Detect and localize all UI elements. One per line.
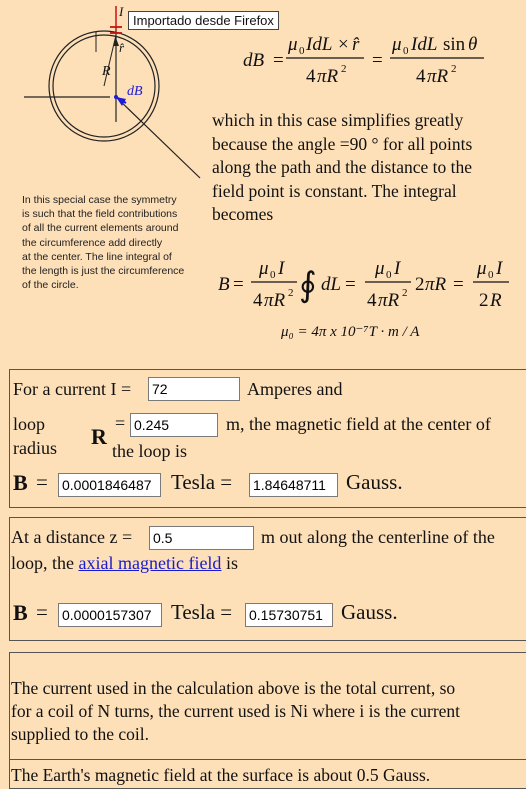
svg-text:=: = [233, 274, 244, 295]
db-label: dB [127, 84, 143, 99]
svg-text:=: = [372, 50, 383, 71]
radius-equals: = [115, 413, 126, 433]
explanation-line: along the path and the distance to the [212, 157, 472, 177]
svg-text:=: = [345, 274, 356, 295]
tesla-label: Tesla = [171, 470, 233, 494]
earth-note: The Earth's magnetic field at the surface is about 0.5 Gauss. [11, 765, 431, 785]
note-line: of the circle. [22, 279, 79, 292]
svg-text:I: I [496, 258, 503, 279]
svg-text:dB: dB [243, 50, 265, 71]
svg-text:0: 0 [488, 269, 494, 281]
gauss-label: Gauss. [346, 470, 403, 494]
notes-box [9, 652, 526, 789]
radius-input[interactable]: 0.245 [130, 413, 218, 437]
mu-zero-constant: μ₀ = 4π x 10⁻⁷T · m / A [281, 324, 420, 340]
svg-text:0: 0 [386, 269, 392, 281]
notes-divider [9, 759, 526, 760]
coil-note-line: The current used in the calculation above is the total current, so [11, 678, 456, 698]
note-line: the length is just the circumference [22, 265, 185, 278]
svg-text:4: 4 [253, 290, 263, 311]
axial-b-equals: = [36, 600, 48, 624]
loop-diagram [0, 0, 215, 200]
note-line: the circumference add directly [22, 236, 163, 249]
radius-word: radius [13, 438, 57, 458]
axial-b-symbol: B [13, 600, 28, 625]
svg-text:dL: dL [321, 274, 342, 295]
svg-text:πR: πR [317, 66, 339, 87]
svg-text:πR: πR [264, 290, 286, 311]
note-line: of all the current elements around [22, 222, 179, 235]
biot-savart-equation [240, 28, 526, 90]
b-symbol: B [13, 470, 28, 495]
integral-equation [215, 250, 526, 314]
note-line: In this special case the symmetry [22, 194, 177, 206]
svg-text:I: I [394, 258, 401, 279]
svg-text:πR: πR [427, 66, 449, 87]
distance-text-pre: loop, the [11, 553, 74, 573]
svg-text:2: 2 [479, 290, 489, 311]
svg-text:I: I [278, 258, 285, 279]
svg-text:2: 2 [288, 287, 294, 299]
svg-text:0: 0 [299, 45, 305, 57]
symmetry-note [22, 193, 204, 292]
svg-text:=: = [273, 50, 284, 71]
svg-text:r̂: r̂ [352, 34, 360, 55]
svg-text:R: R [490, 290, 502, 311]
svg-text:πR: πR [378, 290, 400, 311]
svg-text:θ: θ [468, 34, 478, 55]
b-gauss-output[interactable]: 1.84648711 [249, 473, 338, 497]
axial-tesla-label: Tesla = [171, 600, 233, 624]
current-unit: Amperes and [247, 379, 343, 399]
coil-note-line: for a coil of N turns, the current used is Ni where i is the current [11, 701, 461, 721]
svg-text:μ: μ [259, 258, 269, 279]
distance-label: At a distance z = [11, 527, 133, 547]
tooltip: Importado desde Firefox [128, 11, 279, 30]
svg-text:2: 2 [341, 63, 347, 75]
axial-b-tesla-output[interactable]: 0.0000157307 [58, 603, 162, 627]
r-hat-label: r̂ [119, 40, 125, 55]
distance-text: m out along the centerline of the [261, 527, 495, 547]
center-field-calculator [9, 369, 526, 508]
note-line: at the center. The line integral of [22, 250, 172, 263]
distance-input[interactable]: 0.5 [149, 526, 254, 550]
axial-gauss-label: Gauss. [341, 600, 398, 624]
explanation-text [212, 109, 524, 227]
svg-text:0: 0 [270, 269, 276, 281]
explanation-line: because the angle =90 ° for all points [212, 133, 473, 154]
svg-text:4: 4 [306, 66, 316, 87]
radius-label: R [102, 64, 111, 79]
current-input[interactable]: 72 [148, 377, 240, 401]
svg-text:sin: sin [443, 34, 466, 55]
svg-text:0: 0 [403, 45, 409, 57]
explanation-line: becomes [212, 204, 274, 224]
svg-text:μ: μ [375, 258, 385, 279]
radius-text: m, the magnetic field at the center of [226, 414, 491, 434]
svg-text:B: B [218, 274, 230, 295]
distance-text-2 [11, 553, 238, 574]
svg-text:μ: μ [477, 258, 487, 279]
svg-text:μ: μ [288, 34, 298, 55]
formula-section [0, 0, 526, 360]
svg-text:∮: ∮ [299, 267, 317, 304]
svg-text:μ: μ [392, 34, 402, 55]
current-i-label: I [119, 4, 124, 19]
radius-text-2: the loop is [112, 441, 187, 461]
svg-text:2: 2 [451, 63, 457, 75]
radius-symbol: R [91, 424, 107, 449]
explanation-line: field point is constant. The integral [212, 180, 457, 201]
svg-text:IdL: IdL [306, 34, 333, 55]
loop-label: loop [13, 414, 46, 434]
svg-text:2: 2 [415, 274, 425, 295]
svg-text:4: 4 [416, 66, 426, 87]
axial-field-link[interactable]: axial magnetic field [78, 553, 222, 573]
axial-b-gauss-output[interactable]: 0.15730751 [245, 603, 333, 627]
b-tesla-output[interactable]: 0.0001846487 [58, 473, 161, 497]
svg-text:4: 4 [367, 290, 377, 311]
svg-text:×: × [338, 34, 349, 55]
loop-diagram-svg [0, 0, 215, 200]
svg-text:πR: πR [425, 274, 447, 295]
svg-text:IdL: IdL [411, 34, 438, 55]
current-label: For a current I = [13, 379, 132, 399]
svg-text:=: = [453, 274, 464, 295]
axial-field-calculator [9, 517, 526, 641]
distance-text-post: is [225, 553, 238, 573]
explanation-line: which in this case simplifies greatly [212, 110, 464, 130]
note-line: is such that the field contributions [22, 208, 178, 221]
coil-note-line: supplied to the coil. [11, 724, 150, 744]
b-equals: = [36, 470, 48, 494]
svg-text:2: 2 [402, 287, 408, 299]
coil-note [11, 677, 460, 746]
